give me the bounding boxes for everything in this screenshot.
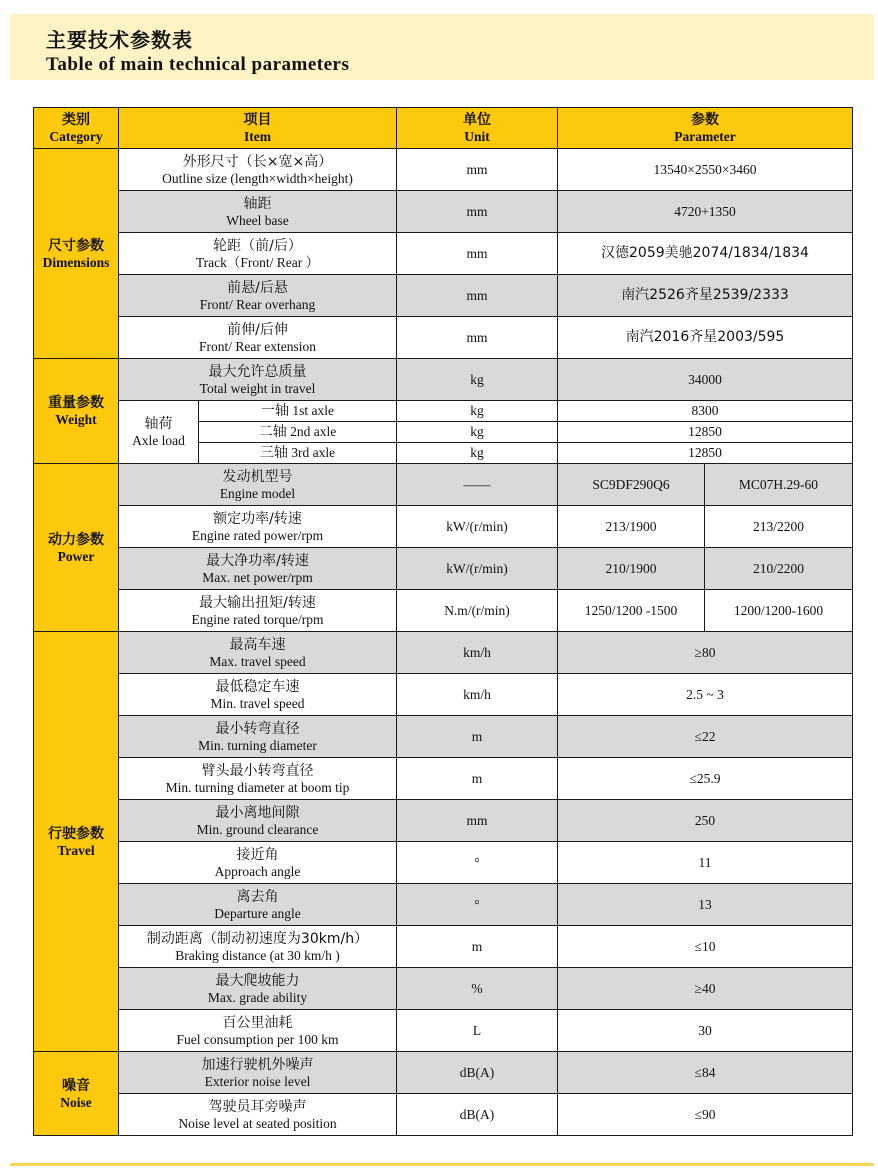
table-row — [34, 674, 853, 716]
table-row — [34, 191, 853, 233]
axle-load-label: 轴荷 Axle load — [119, 401, 199, 464]
value-cell: ≤25.9 — [558, 758, 853, 800]
value-cell: 12850 — [558, 422, 853, 443]
unit-cell: m — [397, 716, 558, 758]
value-cell: 250 — [558, 800, 853, 842]
unit-cell: kW/(r/min) — [397, 548, 558, 590]
item-cell: 接近角 Approach angle — [119, 842, 397, 884]
table-row — [34, 1010, 853, 1052]
table-row — [34, 149, 853, 191]
unit-cell: kg — [397, 422, 558, 443]
item-cell: 最大允许总质量 Total weight in travel — [119, 359, 397, 401]
category-dimensions: 尺寸参数 Dimensions — [34, 149, 119, 359]
value-cell-1: 213/1900 — [558, 506, 705, 548]
axle-item: 一轴 1st axle — [199, 401, 397, 422]
unit-cell: dB(A) — [397, 1052, 558, 1094]
item-cell: 最大净功率/转速 Max. net power/rpm — [119, 548, 397, 590]
value-cell-1: 1250/1200 -1500 — [558, 590, 705, 632]
item-cell: 最高车速 Max. travel speed — [119, 632, 397, 674]
unit-cell: kg — [397, 359, 558, 401]
item-cell: 轮距（前/后） Track（Front/ Rear ） — [119, 233, 397, 275]
unit-cell: mm — [397, 191, 558, 233]
table-row — [34, 506, 853, 548]
unit-cell: kg — [397, 401, 558, 422]
value-cell: 13540×2550×3460 — [558, 149, 853, 191]
value-cell: 30 — [558, 1010, 853, 1052]
unit-cell: km/h — [397, 674, 558, 716]
value-cell: 汉德2059美驰2074/1834/1834 — [558, 233, 853, 275]
item-cell: 制动距离（制动初速度为30km/h） Braking distance (at 30 km/h ) — [119, 926, 397, 968]
category-travel: 行驶参数 Travel — [34, 632, 119, 1052]
item-cell: 前悬/后悬 Front/ Rear overhang — [119, 275, 397, 317]
unit-cell: N.m/(r/min) — [397, 590, 558, 632]
table-row — [34, 464, 853, 506]
table-row — [34, 359, 853, 401]
item-cell: 最小转弯直径 Min. turning diameter — [119, 716, 397, 758]
table-row — [34, 758, 853, 800]
table-row — [34, 968, 853, 1010]
value-cell-1: SC9DF290Q6 — [558, 464, 705, 506]
item-cell: 百公里油耗 Fuel consumption per 100 km — [119, 1010, 397, 1052]
value-cell: 34000 — [558, 359, 853, 401]
unit-cell: kg — [397, 443, 558, 464]
item-cell: 发动机型号 Engine model — [119, 464, 397, 506]
item-cell: 轴距 Wheel base — [119, 191, 397, 233]
item-cell: 臂头最小转弯直径 Min. turning diameter at boom tip — [119, 758, 397, 800]
value-cell: ≤90 — [558, 1094, 853, 1136]
unit-cell: ° — [397, 884, 558, 926]
unit-cell: km/h — [397, 632, 558, 674]
value-cell: 11 — [558, 842, 853, 884]
unit-cell: ° — [397, 842, 558, 884]
value-cell-2: MC07H.29-60 — [705, 464, 853, 506]
unit-cell: kW/(r/min) — [397, 506, 558, 548]
unit-cell: L — [397, 1010, 558, 1052]
item-cell: 额定功率/转速 Engine rated power/rpm — [119, 506, 397, 548]
table-row — [34, 275, 853, 317]
table-row — [34, 548, 853, 590]
item-cell: 最小离地间隙 Min. ground clearance — [119, 800, 397, 842]
table-row — [34, 632, 853, 674]
value-cell: ≤22 — [558, 716, 853, 758]
table-row — [34, 1094, 853, 1136]
table-row — [34, 800, 853, 842]
value-cell: ≤84 — [558, 1052, 853, 1094]
item-cell: 最低稳定车速 Min. travel speed — [119, 674, 397, 716]
table-row — [34, 884, 853, 926]
table-row — [34, 590, 853, 632]
value-cell: ≥80 — [558, 632, 853, 674]
unit-cell: mm — [397, 233, 558, 275]
category-power: 动力参数 Power — [34, 464, 119, 632]
value-cell: 南汽2526齐星2539/2333 — [558, 275, 853, 317]
value-cell: 2.5 ~ 3 — [558, 674, 853, 716]
value-cell-1: 210/1900 — [558, 548, 705, 590]
value-cell-2: 1200/1200-1600 — [705, 590, 853, 632]
unit-cell: m — [397, 926, 558, 968]
item-cell: 驾驶员耳旁噪声 Noise level at seated position — [119, 1094, 397, 1136]
item-cell: 最大输出扭矩/转速 Engine rated torque/rpm — [119, 590, 397, 632]
value-cell: 12850 — [558, 443, 853, 464]
unit-cell: mm — [397, 275, 558, 317]
header-item: 项目 Item — [119, 108, 397, 149]
table-row — [34, 401, 853, 422]
item-cell: 加速行驶机外噪声 Exterior noise level — [119, 1052, 397, 1094]
category-weight: 重量参数 Weight — [34, 359, 119, 464]
value-cell-2: 210/2200 — [705, 548, 853, 590]
table-row — [34, 716, 853, 758]
category-noise: 噪音 Noise — [34, 1052, 119, 1136]
header-parameter: 参数 Parameter — [558, 108, 853, 149]
unit-cell: mm — [397, 800, 558, 842]
value-cell-2: 213/2200 — [705, 506, 853, 548]
table-header-row — [34, 108, 853, 149]
unit-cell: —— — [397, 464, 558, 506]
unit-cell: dB(A) — [397, 1094, 558, 1136]
unit-cell: mm — [397, 317, 558, 359]
value-cell: 13 — [558, 884, 853, 926]
unit-cell: m — [397, 758, 558, 800]
item-cell: 最大爬坡能力 Max. grade ability — [119, 968, 397, 1010]
header-unit: 单位 Unit — [397, 108, 558, 149]
header-category: 类别 Category — [34, 108, 119, 149]
parameter-table — [33, 107, 853, 1136]
unit-cell: mm — [397, 149, 558, 191]
table-row — [34, 1052, 853, 1094]
value-cell: 南汽2016齐星2003/595 — [558, 317, 853, 359]
axle-item: 三轴 3rd axle — [199, 443, 397, 464]
axle-item: 二轴 2nd axle — [199, 422, 397, 443]
item-cell: 离去角 Departure angle — [119, 884, 397, 926]
item-cell: 外形尺寸（长×宽×高） Outline size (length×width×height) — [119, 149, 397, 191]
table-row — [34, 926, 853, 968]
page-title-cn: 主要技术参数表 — [46, 28, 193, 52]
table-row — [34, 842, 853, 884]
page-title-en: Table of main technical parameters — [46, 54, 350, 75]
value-cell: 8300 — [558, 401, 853, 422]
value-cell: 4720+1350 — [558, 191, 853, 233]
value-cell: ≤10 — [558, 926, 853, 968]
table-row — [34, 233, 853, 275]
bottom-divider — [10, 1163, 874, 1166]
unit-cell: % — [397, 968, 558, 1010]
table-row — [34, 317, 853, 359]
value-cell: ≥40 — [558, 968, 853, 1010]
item-cell: 前伸/后伸 Front/ Rear extension — [119, 317, 397, 359]
